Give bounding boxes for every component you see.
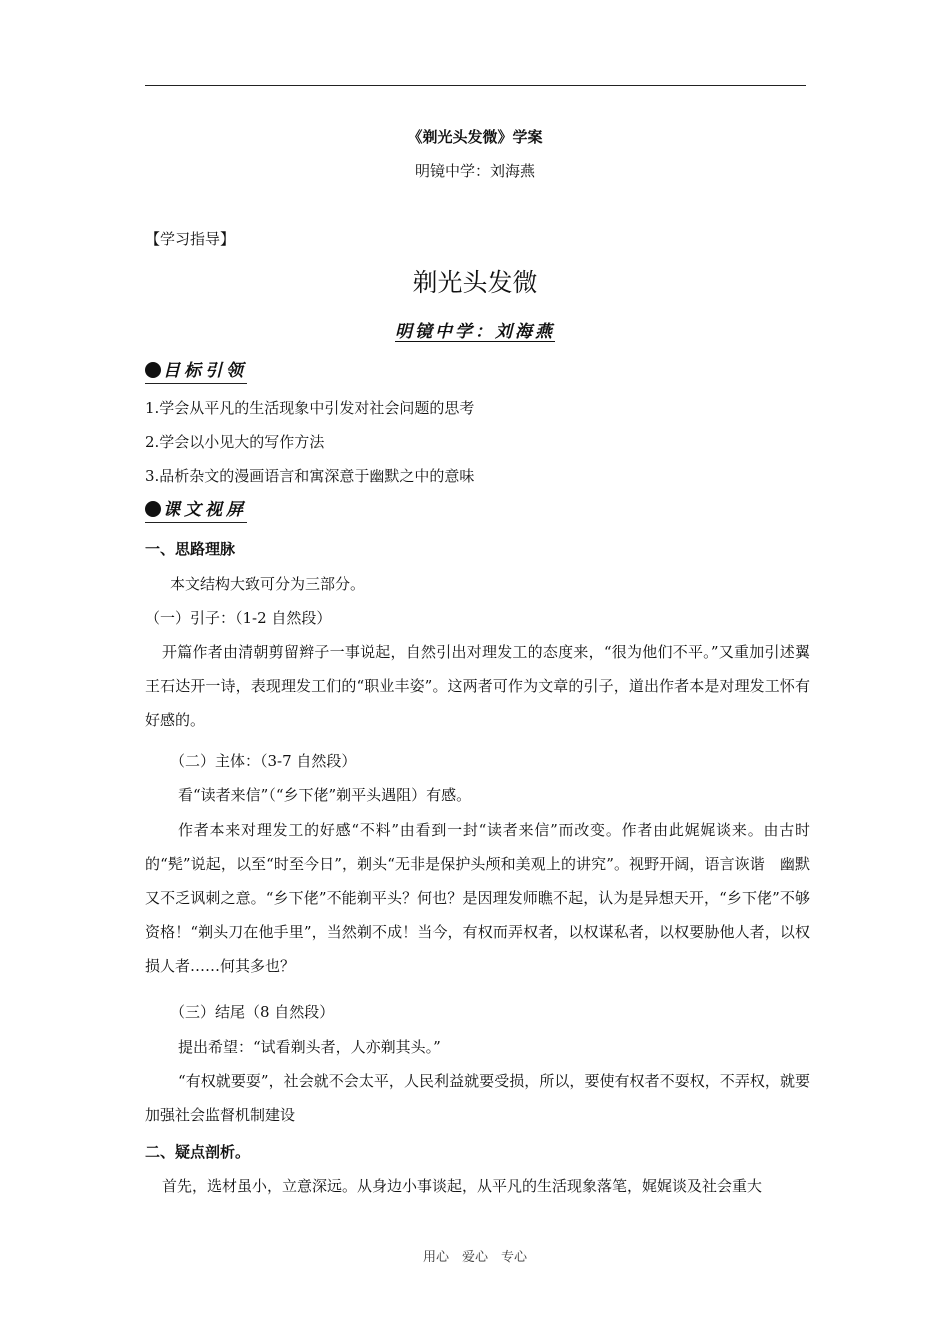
section1-title: 一、思路理脉	[145, 540, 236, 558]
text-view-heading	[145, 499, 247, 523]
document-author: 明镜中学：刘海燕	[414, 162, 535, 180]
goals-heading	[145, 360, 247, 384]
sub-author	[0, 322, 950, 342]
part1-text: 开篇作者由清朝剪留辫子一事说起，自然引出对理发工的态度来，“很为他们不平。”又重加引述翼王石达开一诗，表现理发工们的“职业丰姿”。这两者可作为文章的引子，道出作者本是对理发工怀有好感的。	[145, 643, 810, 729]
bullet-dot-icon	[145, 362, 161, 378]
intro-text: 本文结构大致可分为三部分。	[170, 575, 366, 593]
part3-label: （三）结尾（8 自然段）	[170, 1003, 335, 1021]
part3-hope: 提出希望：“试看剃头者，人亦剃其头。”	[178, 1038, 441, 1056]
goals-heading-text: 目标引领	[163, 361, 247, 381]
document-title: 《剃光头发微》学案	[407, 128, 543, 146]
part2-label: （二）主体：（3-7 自然段）	[170, 752, 357, 770]
goal-item: 1.学会从平凡的生活现象中引发对社会问题的思考	[145, 399, 475, 417]
page-footer: 用心 爱心 专心	[422, 1250, 527, 1265]
part2-text: 作者本来对理发工的好感“不料”由看到一封“读者来信”而改变。作者由此娓娓谈来。由古时的“髡”说起，以至“时至今日”，剃头“无非是保护头颅和美观上的讲究”。视野开阔，语言诙谐 幽默又不乏讽刺之意。“乡下佬”不能剃平头？何也？是因理发师瞧不起，认为是异想天开，“乡下佬”不够资格！“剃头刀在他手里”，当然剃不成！当今，有权而弄权者，以权谋私者，以权要胁他人者，以权损人者……何其多也？	[145, 821, 810, 975]
goal-item: 3.品析杂文的漫画语言和寓深意于幽默之中的意味	[145, 467, 475, 485]
goal-item: 2.学会以小见大的写作方法	[145, 433, 325, 451]
study-guide-tag: 【学习指导】	[145, 230, 236, 248]
part1-label: （一）引子：（1-2 自然段）	[145, 609, 332, 627]
main-title: 剃光头发微	[412, 268, 538, 297]
part2-intro: 看“读者来信”（“乡下佬”剃平头遇阻）有感。	[178, 786, 472, 804]
section2-text: 首先，选材虽小，立意深远。从身边小事谈起，从平凡的生活现象落笔，娓娓谈及社会重大	[162, 1177, 763, 1195]
section2-title: 二、疑点剖析。	[145, 1143, 251, 1161]
sub-author-text: 明镜中学：刘海燕	[395, 322, 555, 342]
part3-text: “有权就要耍”，社会就不会太平，人民利益就要受损，所以，要使有权者不耍权，不弄权，就要加强社会监督机制建设	[145, 1072, 810, 1124]
text-view-heading-text: 课文视屏	[163, 500, 247, 520]
bullet-dot-icon	[145, 501, 161, 517]
header-rule	[145, 85, 806, 86]
